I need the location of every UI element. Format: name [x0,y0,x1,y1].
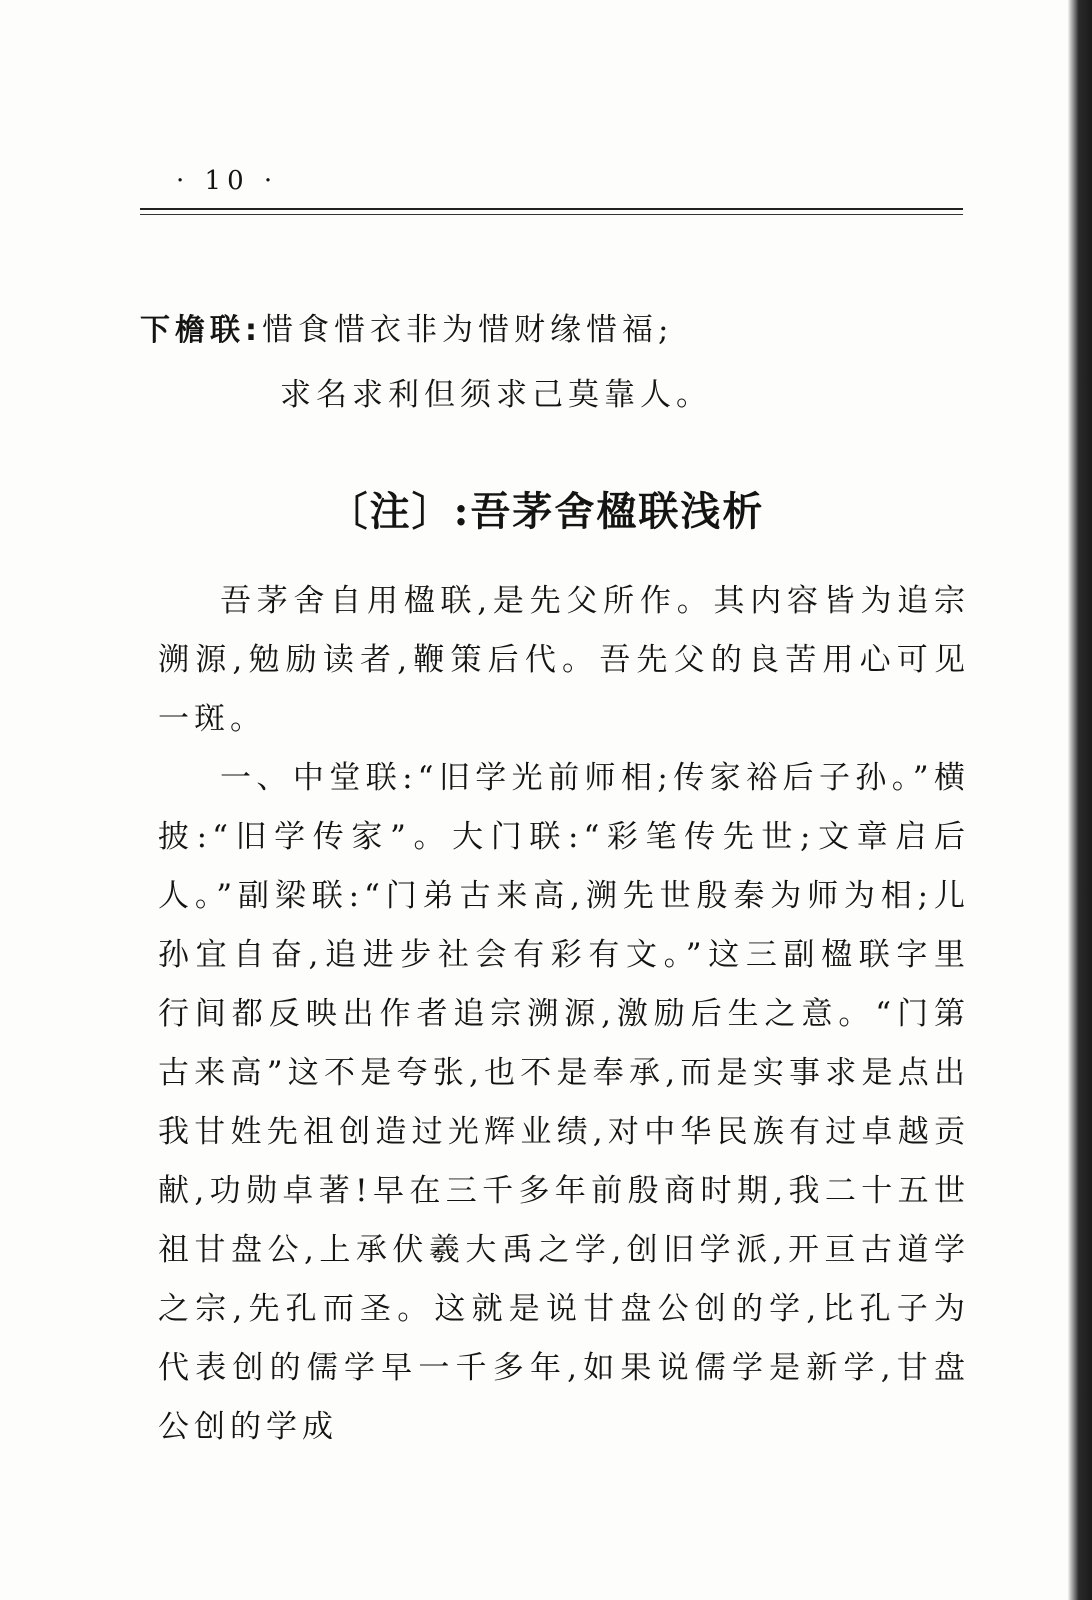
couplet-line-2: 求名求利但须求己莫靠人。 [280,377,712,413]
header-rule [140,208,963,210]
couplet [140,298,712,427]
couplet-line-1 [140,298,712,363]
note-title: 〔注〕:吾茅舍楹联浅析 [327,488,765,535]
paragraph-1: 吾茅舍自用楹联,是先父所作。其内容皆为追宗溯源,勉励读者,鞭策后代。吾先父的良苦用心可见一斑。 [158,583,970,737]
paragraph-2: 一、中堂联:“旧学光前师相;传家裕后子孙。”横披:“旧学传家”。大门联:“彩笔传先世;文章启后人。”副梁联:“门弟古来高,溯先世殷秦为师为相;儿孙宜自奋,追进步社会有彩有文。”这三副楹联字里行间都反映出作者追宗溯源,激励后生之意。“门第古来高”这不是夸张,也不是奉承,而是实事求是点出我甘姓先祖创造过光辉业绩,对中华民族有过卓越贡献,功勋卓著!早在三千多年前殷商时期,我二十五世祖甘盘公,上承伏羲大禹之学,创旧学派,开亘古道学之宗,先孔而圣。这就是说甘盘公创的学,比孔子为代表创的儒学早一千多年,如果说儒学是新学,甘盘公创的学成 [158,760,970,1445]
couplet-label: 下檐联: [140,313,262,348]
page-number: · 10 · [176,166,279,196]
couplet-line-1-text: 惜食惜衣非为惜财缘惜福; [262,312,674,348]
header-rule-thin [140,214,963,215]
page-edge-shadow [1068,0,1092,1600]
body-text [158,572,970,1457]
